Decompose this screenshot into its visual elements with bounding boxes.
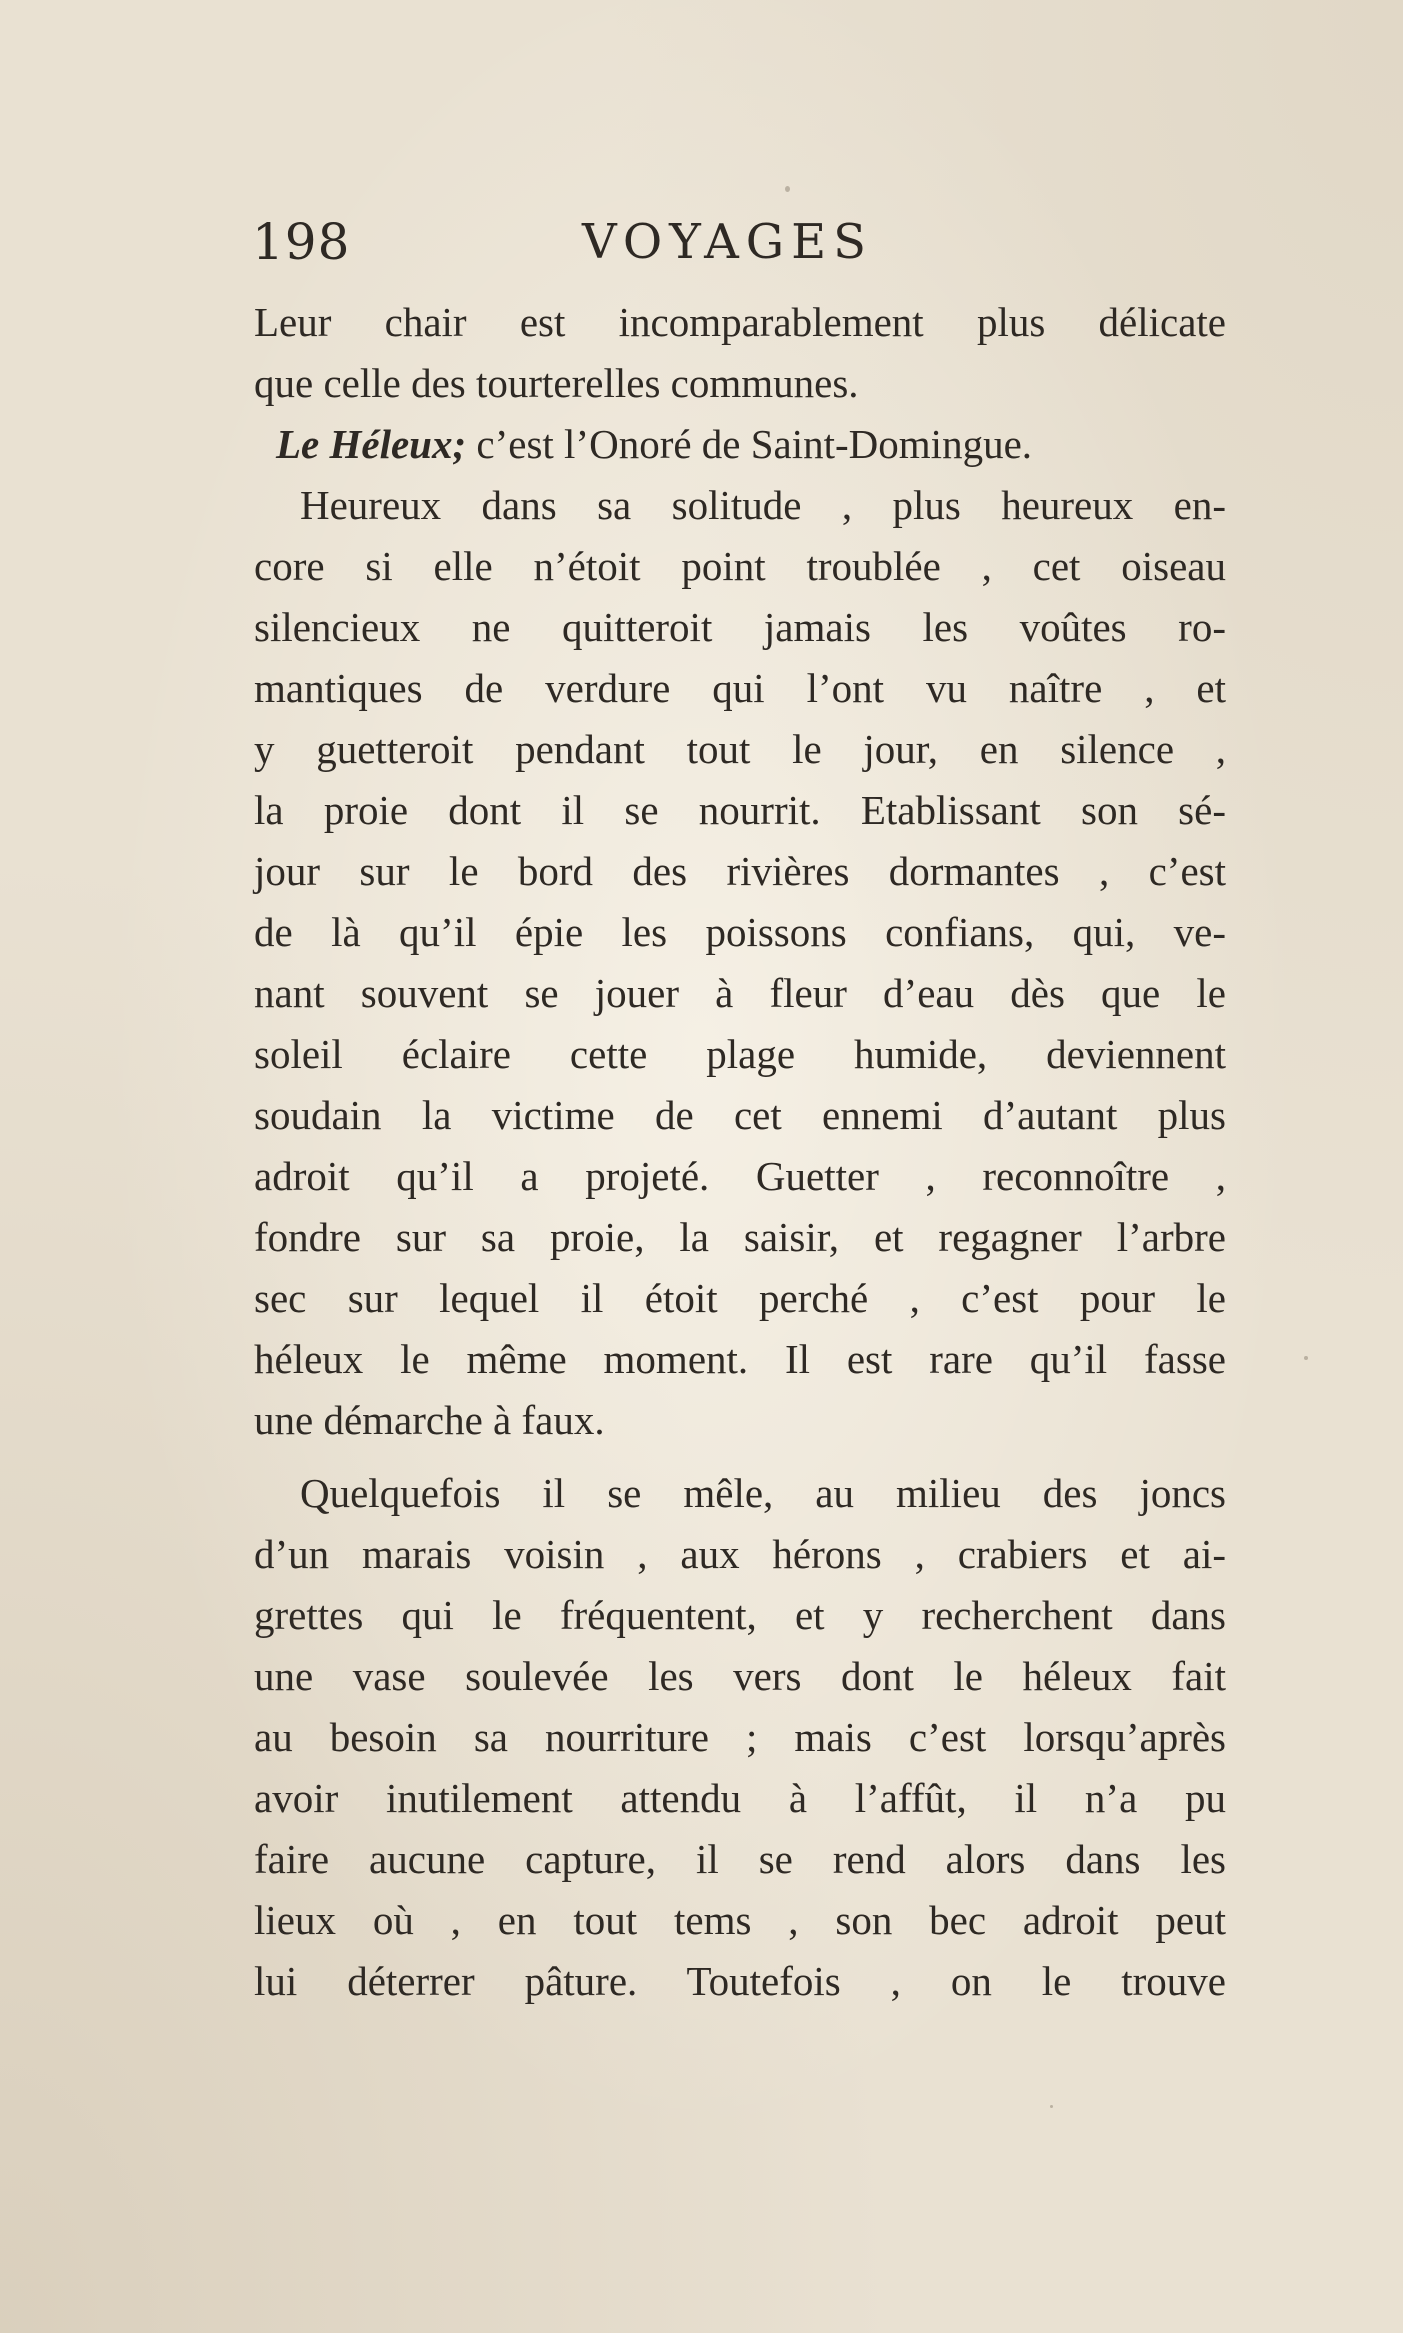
entry-heading: Le Héleux;	[276, 421, 467, 467]
text-line: core si elle n’étoit point troublée , cet oiseau	[254, 543, 1226, 589]
text-line: Quelquefois il se mêle, au milieu des joncs	[300, 1470, 1226, 1516]
text-line: soleil éclaire cette plage humide, deviennent	[254, 1031, 1226, 1077]
text-line: y guetteroit pendant tout le jour, en silence ,	[254, 726, 1226, 772]
paper-speck	[785, 186, 790, 192]
text-line: au besoin sa nourriture ; mais c’est lorsqu’après	[254, 1714, 1226, 1760]
text-line: nant souvent se jouer à fleur d’eau dès que le	[254, 970, 1226, 1016]
page-number: 198	[252, 213, 351, 271]
text-line: avoir inutilement attendu à l’affût, il n’a pu	[254, 1775, 1226, 1821]
body-text	[254, 292, 1226, 2012]
text-line: sec sur lequel il étoit perché , c’est pour le	[254, 1275, 1226, 1321]
running-title: VOYAGES	[582, 214, 874, 270]
text-line: lui déterrer pâture. Toutefois , on le trouve	[254, 1958, 1226, 2004]
text-line: une démarche à faux.	[254, 1397, 605, 1443]
text-line: fondre sur sa proie, la saisir, et regagner l’arbre	[254, 1214, 1226, 1260]
paper-speck	[1304, 1356, 1308, 1360]
text-line: adroit qu’il a projeté. Guetter , reconnoître ,	[254, 1153, 1226, 1199]
text-line: mantiques de verdure qui l’ont vu naître , et	[254, 665, 1226, 711]
entry-heading-rest: c’est l’Onoré de Saint-Domingue.	[476, 421, 1033, 467]
entry-heading-line	[254, 414, 1226, 475]
text-line: jour sur le bord des rivières dormantes , c’est	[254, 848, 1226, 894]
text-line: héleux le même moment. Il est rare qu’il fasse	[254, 1336, 1226, 1382]
text-line: une vase soulevée les vers dont le héleux fait	[254, 1653, 1226, 1699]
text-line: Leur chair est incomparablement plus délicate	[254, 299, 1226, 345]
text-line: que celle des tourterelles communes.	[254, 360, 859, 406]
text-line: d’un marais voisin , aux hérons , crabiers et ai-	[254, 1531, 1226, 1577]
paragraph-gap	[254, 1451, 1226, 1463]
text-line: de là qu’il épie les poissons confians, qui, ve-	[254, 909, 1226, 955]
text-line: soudain la victime de cet ennemi d’autant plus	[254, 1092, 1226, 1138]
text-line: la proie dont il se nourrit. Etablissant son sé-	[254, 787, 1226, 833]
text-line: lieux où , en tout tems , son bec adroit peut	[254, 1897, 1226, 1943]
text-line: silencieux ne quitteroit jamais les voûtes ro-	[254, 604, 1226, 650]
text-line: Heureux dans sa solitude , plus heureux en-	[300, 482, 1226, 528]
text-line: grettes qui le fréquentent, et y recherchent dans	[254, 1592, 1226, 1638]
paper-speck	[1050, 2105, 1053, 2108]
running-head	[252, 212, 1222, 272]
text-line: faire aucune capture, il se rend alors dans les	[254, 1836, 1226, 1882]
